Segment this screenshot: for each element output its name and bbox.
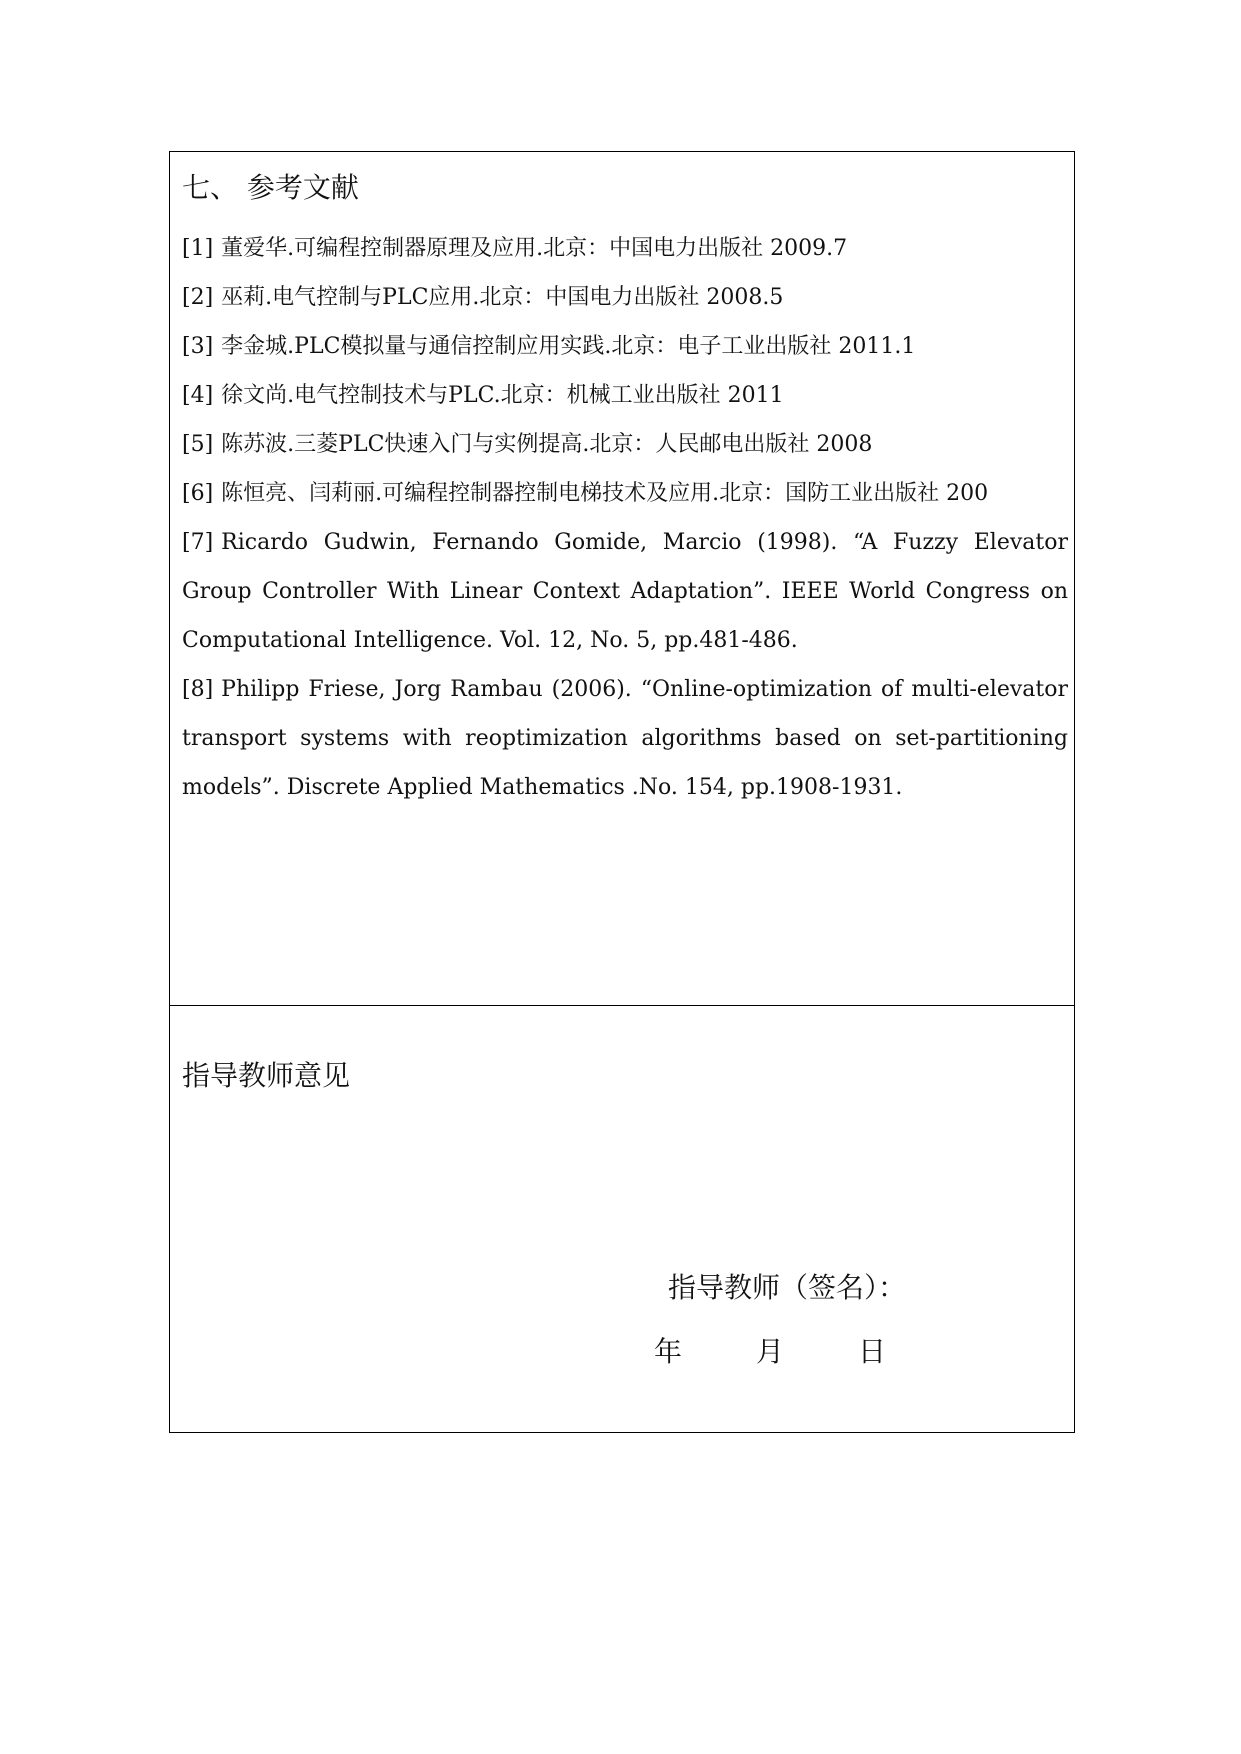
advisor-signature-label: 指导教师（签名）： <box>668 1271 907 1304</box>
reference-number: [8] <box>182 677 214 702</box>
reference-text: 陈恒亮、闫莉丽.可编程控制器控制电梯技术及应用.北京：国防工业出版社 200 <box>221 481 989 506</box>
reference-number: [1] <box>182 236 214 261</box>
date-day-label: 日 <box>858 1335 887 1368</box>
advisor-opinion-section <box>170 1006 1074 1432</box>
advisor-opinion-title: 指导教师意见 <box>182 1059 351 1092</box>
reference-item <box>182 273 1068 322</box>
reference-item <box>182 665 1068 812</box>
date-month-label: 月 <box>756 1335 785 1368</box>
reference-number: [7] <box>182 530 214 555</box>
reference-item <box>182 469 1068 518</box>
reference-text: Philipp Friese, Jorg Rambau (2006). “Online-optimization of multi-elevator transport systems with reoptimization algorithms based on set-partitioning models”. Discrete Applied Mathematics .No. 154, pp.1908-1931. <box>182 677 1068 800</box>
reference-number: [3] <box>182 334 214 359</box>
reference-text: 徐文尚.电气控制技术与PLC.北京：机械工业出版社 2011 <box>221 383 784 408</box>
date-year-label: 年 <box>654 1335 683 1368</box>
reference-number: [6] <box>182 481 214 506</box>
reference-item <box>182 322 1068 371</box>
reference-item <box>182 371 1068 420</box>
reference-number: [5] <box>182 432 214 457</box>
reference-number: [4] <box>182 383 214 408</box>
reference-text: 陈苏波.三菱PLC快速入门与实例提高.北京：人民邮电出版社 2008 <box>221 432 873 457</box>
references-title: 七、 参考文献 <box>182 171 359 204</box>
reference-item <box>182 518 1068 665</box>
reference-item <box>182 420 1068 469</box>
date-line <box>654 1332 898 1372</box>
reference-item <box>182 224 1068 273</box>
references-section <box>170 152 1074 1006</box>
form-table <box>169 151 1075 1433</box>
reference-text: 李金城.PLC模拟量与通信控制应用实践.北京：电子工业出版社 2011.1 <box>221 334 916 359</box>
reference-text: 董爱华.可编程控制器原理及应用.北京：中国电力出版社 2009.7 <box>221 236 848 261</box>
references-list <box>182 224 1068 812</box>
reference-text: 巫莉.电气控制与PLC应用.北京：中国电力出版社 2008.5 <box>221 285 784 310</box>
reference-text: Ricardo Gudwin, Fernando Gomide, Marcio (1998). “A Fuzzy Elevator Group Controller With Linear Context Adaptation”. IEEE World Congress on Computational Intelligence. Vol. 12, No. 5, pp.481-486. <box>182 530 1068 653</box>
reference-number: [2] <box>182 285 214 310</box>
